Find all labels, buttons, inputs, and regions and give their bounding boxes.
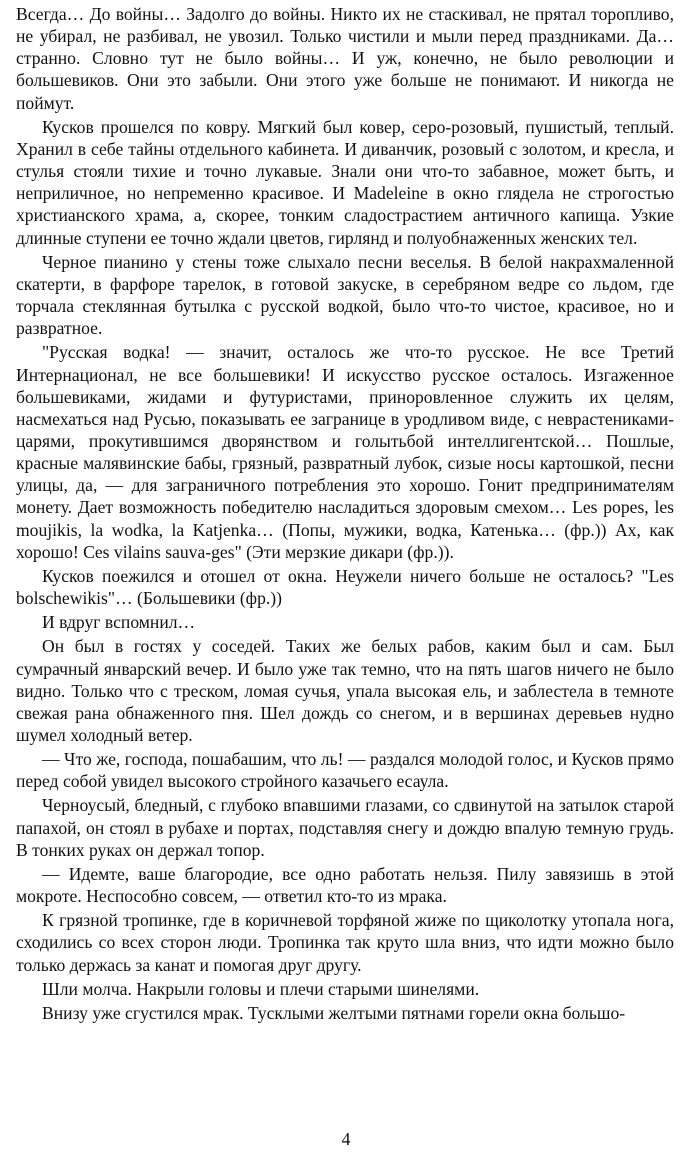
paragraph-7: Он был в гостях у соседей. Таких же белых рабов, каким был и сам. Был сумрачный январский вечер. И было уже так темно, что на пять шагов ничего не было видно. Только что с треском, ломая сучья, упала высокая ель, и заблестела в темноте свежая рана обнаженного пня. Шел дождь со снегом, и в вершинах деревьев нудно шумел холодный ветер. bbox=[16, 636, 674, 745]
paragraph-13: Внизу уже сгустился мрак. Тусклыми желтыми пятнами горели окна большо- bbox=[42, 1002, 626, 1023]
paragraph-12: Шли молча. Накрыли головы и плечи старыми шинелями. bbox=[42, 978, 480, 999]
paragraph-4: "Русская водка! — значит, осталось же что-то русское. Не все Третий Интернационал, не все большевики! И искусство русское осталось. Изгаженное большевиками, жидами и футуристами, приноровленное служить их целям, насмехаться над Русью, показывать ее загранице в уродливом виде, с неврастениками-царями, прокутившимся дворянством и голытьбой интеллигентской… Пошлые, красные малявинские бабы, грязный, развратный лубок, сизые носы картошкой, песни улицы, да, — для заграничного потребления это хорошо. Гонит предпринимателям монету. Дает возможность победителю насладиться здоровым смехом… Les popes, les moujikis, la wodka, la Katjenka… (Попы, мужики, водка, Катенька… (фр.)) Ах, как хорошо! Ces vilains sauva-ges" (Эти мерзкие дикари (фр.)). bbox=[16, 342, 674, 562]
paragraph-8: — Что же, господа, пошабашим, что ль! — раздался молодой голос, и Кусков прямо перед собой увидел высокого стройного казачьего есаула. bbox=[16, 749, 674, 792]
paragraph-6: И вдруг вспомнил… bbox=[42, 612, 196, 633]
page-number: 4 bbox=[341, 1129, 351, 1149]
paragraph-5: Кусков поежился и отошел от окна. Неужели ничего больше не осталось? "Les bolschewikis"… (Большевики (фр.)) bbox=[16, 565, 674, 609]
paragraph-1: Всегда… До войны… Задолго до войны. Никто их не стаскивал, не прятал торопливо, не убирал, не разбивал, не увозил. Только чистили и мыли перед праздниками. Да… странно. Словно тут не было войны… И уж, конечно, не было революции и большевиков. Они это забыли. Они этого уже больше не понимают. И никогда не поймут. bbox=[16, 4, 674, 113]
paragraph-11: К грязной тропинке, где в коричневой торфяной жиже по щиколотку утопала нога, сходились со всех сторон люди. Тропинка так круто шла вниз, что идти можно было только держась за канат и помогая друг другу. bbox=[16, 910, 674, 975]
paragraph-10: — Идемте, ваше благородие, все одно работать нельзя. Пилу завязишь в этой мокроте. Неспособно совсем, — ответил кто-то из мрака. bbox=[16, 863, 674, 907]
paragraph-9: Черноусый, бледный, с глубоко впавшими глазами, со сдвинутой на затылок старой папахой, он стоял в рубахе и портах, подставляя снегу и дождю впалую темную грудь. В тонких руках он держал топор. bbox=[16, 795, 674, 860]
paragraph-2: Кусков прошелся по ковру. Мягкий был ковер, серо-розовый, пушистый, теплый. Хранил в себе тайны отдельного кабинета. И диванчик, розовый с золотом, и кресла, и стулья стояли тихие и точно лукавые. Знали они что-то забавное, может быть, и неприличное, но непременно красивое. И Madeleine в окно глядела не строгостью христианского храма, а, скорее, тонким сладострастием античного капища. Узкие длинные ступени ее точно ждали цветов, гирлянд и полуобнаженных женских тел. bbox=[16, 116, 674, 248]
page-text-body bbox=[16, 3, 674, 1026]
paragraph-3: Черное пианино у стены тоже слыхало песни веселья. В белой накрахмаленной скатерти, в фарфоре тарелок, в готовой закуске, в серебряном ведре со льдом, где торчала стеклянная бутылка с русской водкой, было что-то чистое, красивое, но и развратное. bbox=[16, 251, 674, 339]
